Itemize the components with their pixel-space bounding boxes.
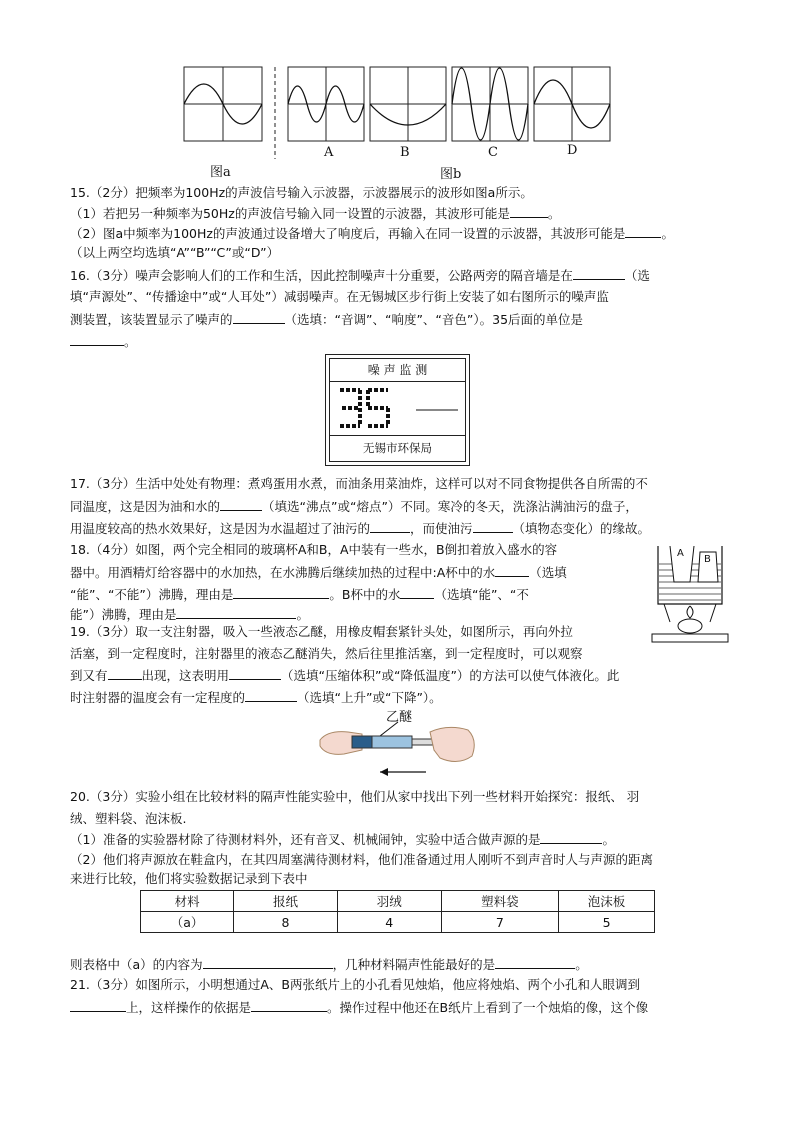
q20-line3 [70,830,730,849]
q20-line2: 绒、塑料袋、泡沫板. [70,811,187,826]
cup-a-label: A [677,548,684,559]
q17-line1: 17.（3分）生活中处处有物理：煮鸡蛋用水煮，而油条用菜油炸，这样可以对不同食物提供各自所需的不 [70,476,648,491]
q15-blank2[interactable] [625,224,661,238]
q19-blank1[interactable] [108,666,142,680]
waveform-svg [180,64,620,184]
q20-line5: 来进行比较，他们将实验数据记录到下表中 [70,871,308,886]
waveform-figure [180,64,620,184]
q19-line3-text2: 出现，这表明用 [141,668,230,683]
q16-blank2[interactable] [233,310,285,324]
syringe-label: 乙醚 [386,710,413,725]
q15-line3-text: （2）图a中频率为100Hz的声波通过设备增大了响度后，再输入在同一设置的示波器，其波形可能是 [70,226,626,241]
q19-line4-end: （选填“上升”或“下降”）。 [297,690,442,705]
table-cell: 7 [441,912,559,933]
wave-label-a: A [324,145,334,160]
q18-line3-text2: 。B杯中的水 [329,587,401,602]
q18-line4-end: 。 [296,607,309,622]
q18-blank4[interactable] [176,605,296,619]
q19-blank2[interactable] [229,666,281,680]
table-header-cell: 报纸 [234,891,338,912]
q19-blank3[interactable] [245,688,297,702]
q20-blank3[interactable] [495,955,575,969]
q17-blank1[interactable] [220,497,262,511]
q19-line4-text: 时注射器的温度会有一定程度的 [70,690,246,705]
q15-line3-end: 。 [661,226,674,241]
q20-line6 [70,955,730,974]
q17-blank3[interactable] [473,519,513,533]
q21-line1: 21.（3分）如图所示，小明想通过A、B两张纸片上的小孔看见烛焰，他应将烛焰、两个小孔和人眼调到 [70,977,640,992]
noise-monitor-footer: 无锡市环保局 [363,441,432,455]
q17-line2 [70,497,730,516]
q18-blank3[interactable] [400,585,434,599]
wave-label-d: D [567,143,578,158]
q15-blank1[interactable] [510,204,548,218]
q17-blank2[interactable] [370,519,410,533]
q17-line3-text2: ，而使油污 [410,521,473,536]
noise-monitor-display [330,382,465,436]
noise-monitor [325,354,470,466]
q18-line3 [70,585,635,604]
q15-line4: （以上两空均选填“A”“B”“C”或“D”） [70,245,280,260]
q21-blank1[interactable] [70,998,126,1012]
wave-label-c: C [488,145,498,160]
q19-line2: 活塞，到一定程度时，注射器里的液态乙醚消失，然后往里推活塞，到一定程度时，可以观察 [70,646,583,661]
q16-line2: 填“声源处”、“传播途中”或“人耳处”）减弱噪声。在无锡城区步行街上安装了如右图所示的噪声监 [70,289,609,304]
fig-a-caption: 图a [210,165,231,180]
materials-table [140,890,655,933]
q19-line3-text: 到又有 [70,668,108,683]
q20-line6-end: 。 [575,957,588,972]
wave-label-b: B [400,145,410,160]
q15-line3 [70,224,730,243]
table-header-cell: 羽绒 [337,891,441,912]
table-cell: 5 [559,912,655,933]
q18-blank1[interactable] [495,563,529,577]
q17-line2-text: 同温度，这是因为油和水的 [70,499,221,514]
boiling-apparatus-svg [650,542,730,647]
q15-line2 [70,204,730,223]
q20-line3-end: 。 [602,832,615,847]
q20-line6-text2: ，几种材料隔声性能最好的是 [332,957,496,972]
q15-line2-end: 。 [547,206,561,221]
table-header-cell: 塑料袋 [441,891,559,912]
q20-line1: 20.（3分）实验小组在比较材料的隔声性能实验中，他们从家中找出下列一些材料开始探究：报纸、 羽 [70,789,640,804]
q18-line3-end: （选填“能”、“不 [434,587,529,602]
q16-line3-text: 测装置，该装置显示了噪声的 [70,312,233,327]
q18-line4-text: 能”）沸腾，理由是 [70,607,177,622]
q19-line3 [70,666,730,685]
q20-line3-text: （1）准备的实验器材除了待测材料外，还有音叉、机械闹钟，实验中适合做声源的是 [70,832,541,847]
q20-blank2[interactable] [203,955,333,969]
q16-line3 [70,310,730,329]
q16-line1-end: （选 [624,268,650,283]
q16-line3-text2: （选填：“音调”、“响度”、“音色”）。35后面的单位是 [284,312,584,327]
table-header-row [141,891,655,912]
q17-line3-end: （填物态变化）的缘故。 [512,521,651,536]
q20-line4: （2）他们将声源放在鞋盒内，在其四周塞满待测材料，他们准备通过用人刚听不到声音时人与声源的距离 [70,852,653,867]
q16-blank1[interactable] [573,266,625,280]
q18-line2 [70,563,635,582]
waveform-option-a [288,67,364,141]
q16-line1-text: 16.（3分）噪声会影响人们的工作和生活，因此控制噪声十分重要，公路两旁的隔音墙是在 [70,268,573,283]
q21-blank2[interactable] [251,998,327,1012]
waveform-option-d [534,67,610,141]
q16-blank3[interactable] [70,332,124,346]
q21-line2-text: 上，这样操作的依据是 [126,1000,252,1015]
q21-line2 [70,998,730,1017]
q16-line1 [70,266,730,285]
waveform-option-b [370,67,446,141]
fig-b-caption: 图b [440,167,462,182]
q17-line3-text: 用温度较高的热水效果好，这是因为水温超过了油污的 [70,521,371,536]
q21-line2-text2: 。操作过程中他还在B纸片上看到了一个烛焰的像，这个像 [327,1000,649,1015]
q18-line4 [70,605,635,624]
table-header-cell: 泡沫板 [559,891,655,912]
cup-b-label: B [704,554,711,565]
q20-blank1[interactable] [540,830,602,844]
q15-line2-text: （1）若把另一种频率为50Hz的声波信号输入同一设置的示波器，其波形可能是 [70,206,510,221]
syringe-figure [318,706,478,778]
q16-line4 [70,332,730,351]
q20-line6-text: 则表格中（a）的内容为 [70,957,203,972]
q17-line3 [70,519,730,538]
table-header-cell: 材料 [141,891,234,912]
q18-line3-text: “能”、“不能”）沸腾，理由是 [70,587,234,602]
q19-line3-end: （选填“压缩体积”或“降低温度”）的方法可以使气体液化。此 [281,668,620,683]
q16-line4-end: 。 [124,334,137,349]
q19-line1: 19.（3分）取一支注射器，吸入一些液态乙醚，用橡皮帽套紧针头处，如图所示，再向外拉 [70,624,573,639]
noise-reading-digits [330,382,465,435]
waveform-a-box [184,67,262,141]
q18-line2-end: （选填 [529,565,567,580]
table-cell: 8 [234,912,338,933]
q18-line2-text: 器中。用酒精灯给容器中的水加热，在水沸腾后继续加热的过程中:A杯中的水 [70,565,496,580]
noise-monitor-header: 噪 声 监 测 [330,359,465,382]
boiling-apparatus-figure [650,542,730,647]
table-cell: 4 [337,912,441,933]
table-cell: （a） [141,912,234,933]
q18-blank2[interactable] [233,585,329,599]
q15-line1: 15.（2分）把频率为100Hz的声波信号输入示波器，示波器展示的波形如图a所示。 [70,185,533,200]
waveform-option-c [452,67,528,141]
q19-line4 [70,688,730,707]
table-row [141,912,655,933]
q17-line2-text2: （填选“沸点”或“熔点”）不同。寒冷的冬天，洗涤沾满油污的盘子， [262,499,638,514]
q18-line1: 18.（4分）如图，两个完全相同的玻璃杯A和B，A中装有一些水，B倒扣着放入盛水的容 [70,542,558,557]
